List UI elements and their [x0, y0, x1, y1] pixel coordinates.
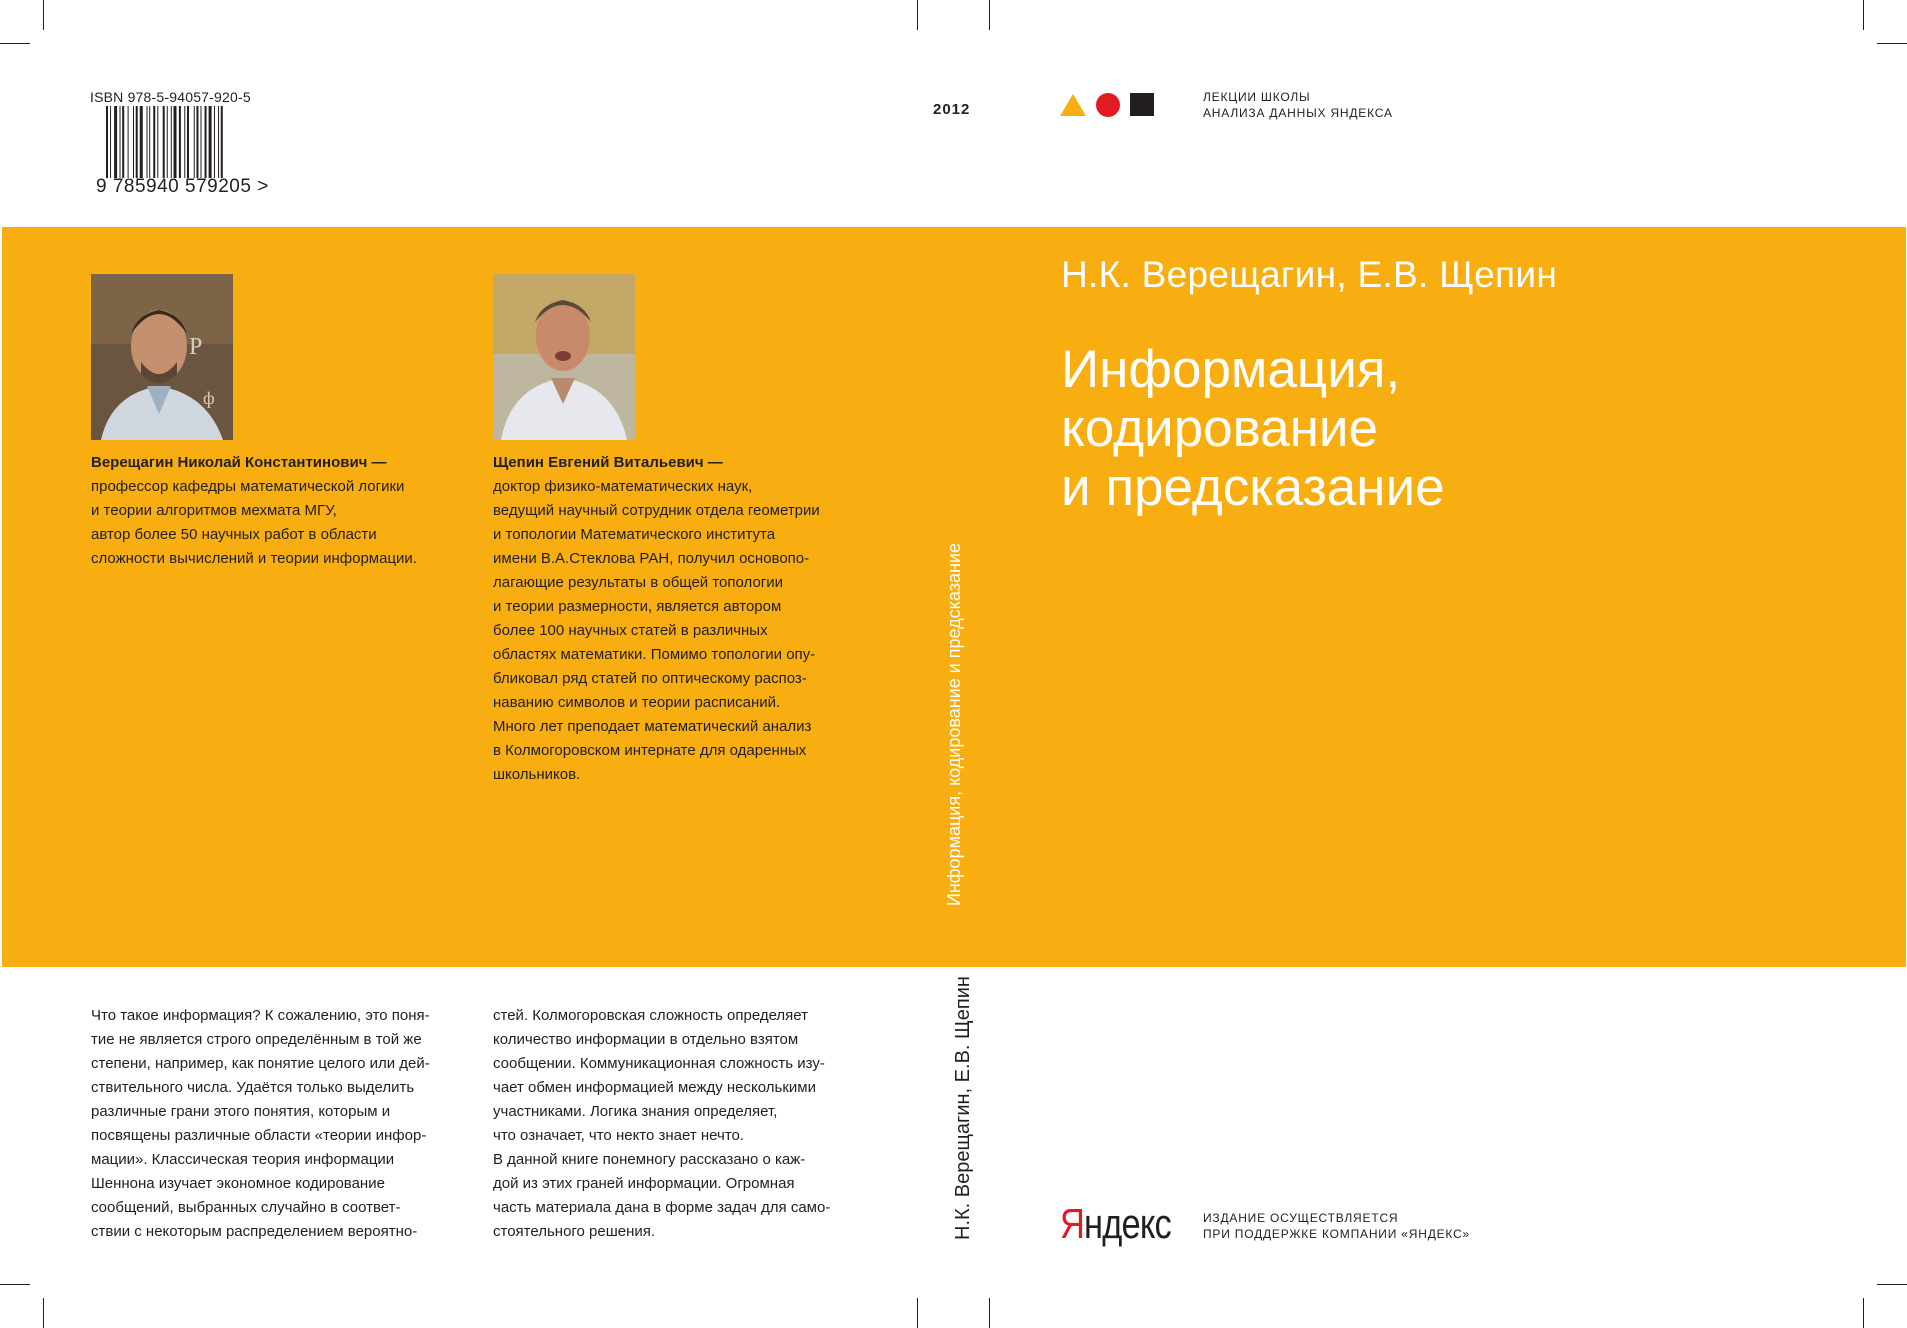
- blurb-line: Что такое информация? К сожалению, это поня-: [91, 1007, 430, 1024]
- crop-mark: [0, 1284, 30, 1285]
- author-bio-vereshchagin: [91, 451, 451, 571]
- author-photo-shchepin: [493, 274, 635, 440]
- barcode-bar: [106, 106, 108, 178]
- author-bio-shchepin: [493, 451, 838, 787]
- barcode-bar: [214, 106, 215, 178]
- publisher-note-line-2: ПРИ ПОДДЕРЖКЕ КОМПАНИИ «ЯНДЕКС»: [1203, 1227, 1471, 1241]
- barcode-bar: [201, 106, 202, 178]
- blurb-line: стоятельного решения.: [493, 1223, 656, 1240]
- bio-line: областях математики. Помимо топологии опу-: [493, 646, 816, 663]
- triangle-circle-square-logo-icon: [1060, 92, 1156, 118]
- barcode-bar: [136, 106, 138, 178]
- cover-authors: Н.К. Верещагин, Е.В. Щепин: [1061, 254, 1558, 295]
- bio-line: более 100 научных статей в различных: [493, 622, 768, 639]
- crop-mark: [43, 0, 44, 30]
- back-blurb-column-1: [91, 1004, 436, 1244]
- blurb-line: ствительного числа. Удаётся только выделить: [91, 1079, 415, 1096]
- bio-line: профессор кафедры математической логики: [91, 478, 405, 495]
- author-bio-name: Щепин Евгений Витальевич —: [493, 454, 723, 471]
- bio-line: имени В.А.Стеклова РАН, получил основопо-: [493, 550, 810, 567]
- crop-mark: [1863, 0, 1864, 30]
- publisher-note: [1203, 1210, 1470, 1242]
- barcode-bar: [171, 106, 172, 178]
- barcode-bar: [147, 106, 148, 178]
- bio-line: автор более 50 научных работ в области: [91, 526, 377, 543]
- yandex-logo: [1060, 1200, 1171, 1248]
- series-title: [1203, 89, 1393, 121]
- bio-line: бликовал ряд статей по оптическому распоз-: [493, 670, 807, 687]
- barcode-icon: [106, 106, 261, 178]
- barcode-bar: [209, 106, 212, 178]
- barcode-bar: [128, 106, 129, 178]
- blurb-line: тие не является строго определённым в той же: [91, 1031, 422, 1048]
- bio-line: доктор физико-математических наук,: [493, 478, 753, 495]
- series-line-2: АНАЛИЗА ДАННЫХ ЯНДЕКСА: [1203, 106, 1393, 120]
- blurb-line: чает обмен информацией между несколькими: [493, 1079, 816, 1096]
- bio-line: ведущий научный сотрудник отдела геометрии: [493, 502, 820, 519]
- crop-mark: [1863, 1298, 1864, 1328]
- blurb-line: различные грани этого понятия, которым и: [91, 1103, 391, 1120]
- barcode-bar: [174, 106, 177, 178]
- yandex-logo-rest: ндекс: [1084, 1200, 1171, 1247]
- bio-line: и теории размерности, является автором: [493, 598, 782, 615]
- barcode-bar: [194, 106, 195, 178]
- svg-text:ф: ф: [203, 388, 215, 408]
- blurb-line: стей. Колмогоровская сложность определяет: [493, 1007, 809, 1024]
- blurb-line: участниками. Логика знания определяет,: [493, 1103, 778, 1120]
- barcode-bar: [114, 106, 117, 178]
- blurb-line: количество информации в отдельно взятом: [493, 1031, 799, 1048]
- bio-line: сложности вычислений и теории информации.: [91, 550, 417, 567]
- square-icon: [1130, 93, 1154, 116]
- barcode-bar: [133, 106, 134, 178]
- barcode-bar: [179, 106, 181, 178]
- blurb-line: сообщений, выбранных случайно в соответ-: [91, 1199, 401, 1216]
- bio-line: и топологии Математического института: [493, 526, 776, 543]
- barcode-bar: [140, 106, 143, 178]
- author-portrait-icon: [91, 274, 233, 440]
- bio-line: школьников.: [493, 766, 581, 783]
- back-blurb-column-2: [493, 1004, 838, 1244]
- barcode-bar: [122, 106, 124, 178]
- triangle-icon: [1060, 94, 1086, 116]
- barcode-bar: [167, 106, 168, 178]
- barcode-bar: [149, 106, 150, 178]
- publisher-note-line-1: ИЗДАНИЕ ОСУЩЕСТВЛЯЕТСЯ: [1203, 1211, 1399, 1225]
- barcode-bar: [218, 106, 219, 178]
- barcode-digits: 9 785940 579205 >: [96, 176, 269, 197]
- cover-title: [1061, 340, 1445, 517]
- bio-line: наванию символов и теории расписаний.: [493, 694, 781, 711]
- author-photo-vereshchagin: [91, 274, 233, 440]
- blurb-line: степени, например, как понятие целого или дей-: [91, 1055, 430, 1072]
- crop-mark: [0, 43, 30, 44]
- spine-authors-text: Н.К. Верещагин, Е.В. Щепин: [952, 976, 974, 1240]
- blurb-line: дой из этих граней информации. Огромная: [493, 1175, 795, 1192]
- crop-mark: [1877, 1284, 1907, 1285]
- spine-title-text: Информация, кодирование и предсказание: [944, 543, 964, 907]
- barcode-bar: [153, 106, 155, 178]
- crop-mark: [917, 1298, 918, 1328]
- title-line: кодирование: [1061, 399, 1378, 458]
- barcode-bar: [221, 106, 223, 178]
- barcode-bar: [184, 106, 185, 178]
- barcode-bar: [110, 106, 111, 178]
- author-bio-name: Верещагин Николай Константинович —: [91, 454, 387, 471]
- barcode-bar: [187, 106, 189, 178]
- author-portrait-icon: [493, 274, 635, 440]
- yandex-logo-first-letter: Я: [1060, 1200, 1085, 1247]
- barcode-bar: [205, 106, 207, 178]
- blurb-line: сообщении. Коммуникационная сложность изу-: [493, 1055, 825, 1072]
- crop-mark: [1877, 43, 1907, 44]
- publication-year: 2012: [933, 101, 971, 118]
- barcode-bar: [120, 106, 121, 178]
- blurb-line: посвящены различные области «теории инфор-: [91, 1127, 427, 1144]
- crop-mark: [989, 0, 990, 30]
- crop-mark: [43, 1298, 44, 1328]
- title-line: и предсказание: [1061, 458, 1445, 517]
- title-line: Информация,: [1061, 340, 1401, 399]
- blurb-line: Шеннона изучает экономное кодирование: [91, 1175, 385, 1192]
- series-line-1: ЛЕКЦИИ ШКОЛЫ: [1203, 90, 1311, 104]
- blurb-line: что означает, что некто знает нечто.: [493, 1127, 745, 1144]
- crop-mark: [917, 0, 918, 30]
- blurb-line: В данной книге понемногу рассказано о каж-: [493, 1151, 806, 1168]
- crop-mark: [989, 1298, 990, 1328]
- blurb-line: ствии с некоторым распределением вероятно-: [91, 1223, 418, 1240]
- svg-text:P: P: [189, 334, 203, 360]
- isbn-label: ISBN 978-5-94057-920-5: [90, 89, 251, 105]
- bio-line: Много лет преподает математический анализ: [493, 718, 812, 735]
- blurb-line: часть материала дана в форме задач для само-: [493, 1199, 831, 1216]
- blurb-line: мации». Классическая теория информации: [91, 1151, 395, 1168]
- barcode-bar: [163, 106, 165, 178]
- bio-line: и теории алгоритмов мехмата МГУ,: [91, 502, 337, 519]
- bio-line: в Колмогоровском интернате для одаренных: [493, 742, 807, 759]
- circle-icon: [1096, 93, 1120, 117]
- bio-line: лагающие результаты в общей топологии: [493, 574, 784, 591]
- barcode-bar: [196, 106, 198, 178]
- barcode-bar: [157, 106, 158, 178]
